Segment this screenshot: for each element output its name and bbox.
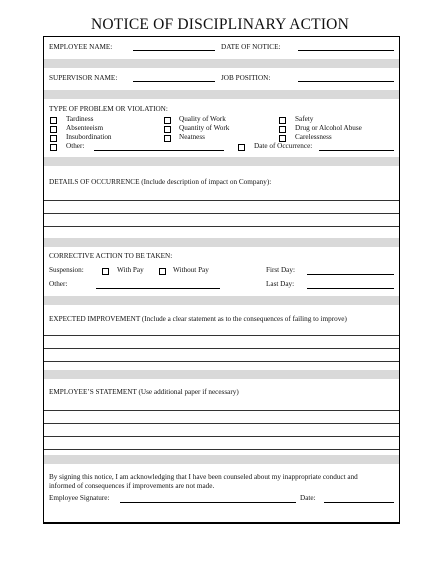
last-day-label: Last Day:	[266, 280, 295, 288]
section-divider	[44, 238, 399, 247]
with-pay-label: With Pay	[117, 266, 144, 274]
section-divider	[44, 90, 399, 99]
quantity-of-work-label: Quantity of Work	[179, 124, 230, 132]
date-of-occurrence-label: Date of Occurrence:	[254, 142, 313, 150]
without-pay-label: Without Pay	[173, 266, 209, 274]
job-position-field[interactable]	[298, 81, 394, 82]
statement-line[interactable]	[44, 436, 399, 437]
signature-date-label: Date:	[300, 494, 316, 502]
date-of-notice-label: DATE OF NOTICE:	[221, 43, 281, 51]
details-line[interactable]	[44, 200, 399, 201]
first-day-label: First Day:	[266, 266, 295, 274]
quality-of-work-checkbox[interactable]	[164, 117, 171, 124]
insubordination-label: Insubordination	[66, 133, 112, 141]
quality-of-work-label: Quality of Work	[179, 115, 226, 123]
acknowledgement-text-line-2: informed of consequences if improvements are not made.	[49, 482, 215, 490]
employee-signature-field[interactable]	[120, 502, 296, 503]
statement-line[interactable]	[44, 410, 399, 411]
section-divider	[44, 157, 399, 166]
bottom-rule	[43, 522, 400, 524]
improvement-heading: EXPECTED IMPROVEMENT (Include a clear statement as to the consequences of failing to improve)	[49, 315, 347, 323]
carelessness-label: Carelessness	[295, 133, 332, 141]
tardiness-checkbox[interactable]	[50, 117, 57, 124]
improvement-line[interactable]	[44, 361, 399, 362]
details-heading: DETAILS OF OCCURRENCE (Include description of impact on Company):	[49, 178, 272, 186]
date-of-notice-field[interactable]	[298, 50, 394, 51]
other-action-label: Other:	[49, 280, 68, 288]
without-pay-checkbox[interactable]	[159, 268, 166, 275]
absenteeism-label: Absenteeism	[66, 124, 104, 132]
other-violation-label: Other:	[66, 142, 85, 150]
improvement-line[interactable]	[44, 335, 399, 336]
first-day-field[interactable]	[307, 274, 394, 275]
supervisor-name-field[interactable]	[133, 81, 215, 82]
date-of-occurrence-field[interactable]	[319, 150, 394, 151]
violation-heading: TYPE OF PROBLEM OR VIOLATION:	[49, 105, 168, 113]
neatness-checkbox[interactable]	[164, 135, 171, 142]
details-line[interactable]	[44, 213, 399, 214]
insubordination-checkbox[interactable]	[50, 135, 57, 142]
drug-alcohol-label: Drug or Alcohol Abuse	[295, 124, 362, 132]
absenteeism-checkbox[interactable]	[50, 126, 57, 133]
job-position-label: JOB POSITION:	[221, 74, 271, 82]
quantity-of-work-checkbox[interactable]	[164, 126, 171, 133]
employee-name-label: EMPLOYEE NAME:	[49, 43, 113, 51]
statement-line[interactable]	[44, 423, 399, 424]
last-day-field[interactable]	[307, 288, 394, 289]
section-divider	[44, 370, 399, 379]
other-violation-checkbox[interactable]	[50, 144, 57, 151]
employee-signature-label: Employee Signature:	[49, 494, 110, 502]
section-divider	[44, 59, 399, 68]
neatness-label: Neatness	[179, 133, 205, 141]
disciplinary-form	[43, 36, 400, 523]
statement-line[interactable]	[44, 449, 399, 450]
tardiness-label: Tardiness	[66, 115, 94, 123]
section-divider	[44, 296, 399, 305]
statement-heading: EMPLOYEE’S STATEMENT (Use additional paper if necessary)	[49, 388, 239, 396]
carelessness-checkbox[interactable]	[279, 135, 286, 142]
date-of-occurrence-checkbox[interactable]	[238, 144, 245, 151]
improvement-line[interactable]	[44, 348, 399, 349]
supervisor-name-label: SUPERVISOR NAME:	[49, 74, 118, 82]
signature-date-field[interactable]	[324, 502, 394, 503]
employee-name-field[interactable]	[133, 50, 215, 51]
corrective-heading: CORRECTIVE ACTION TO BE TAKEN:	[49, 252, 173, 260]
section-divider	[44, 455, 399, 464]
other-violation-field[interactable]	[94, 150, 224, 151]
details-line[interactable]	[44, 226, 399, 227]
drug-alcohol-checkbox[interactable]	[279, 126, 286, 133]
with-pay-checkbox[interactable]	[102, 268, 109, 275]
page-title: NOTICE OF DISCIPLINARY ACTION	[91, 16, 349, 33]
safety-checkbox[interactable]	[279, 117, 286, 124]
acknowledgement-text-line-1: By signing this notice, I am acknowledging that I have been counseled about my inappropriate conduct and	[49, 473, 358, 481]
suspension-label: Suspension:	[49, 266, 84, 274]
safety-label: Safety	[295, 115, 314, 123]
other-action-field[interactable]	[96, 288, 220, 289]
